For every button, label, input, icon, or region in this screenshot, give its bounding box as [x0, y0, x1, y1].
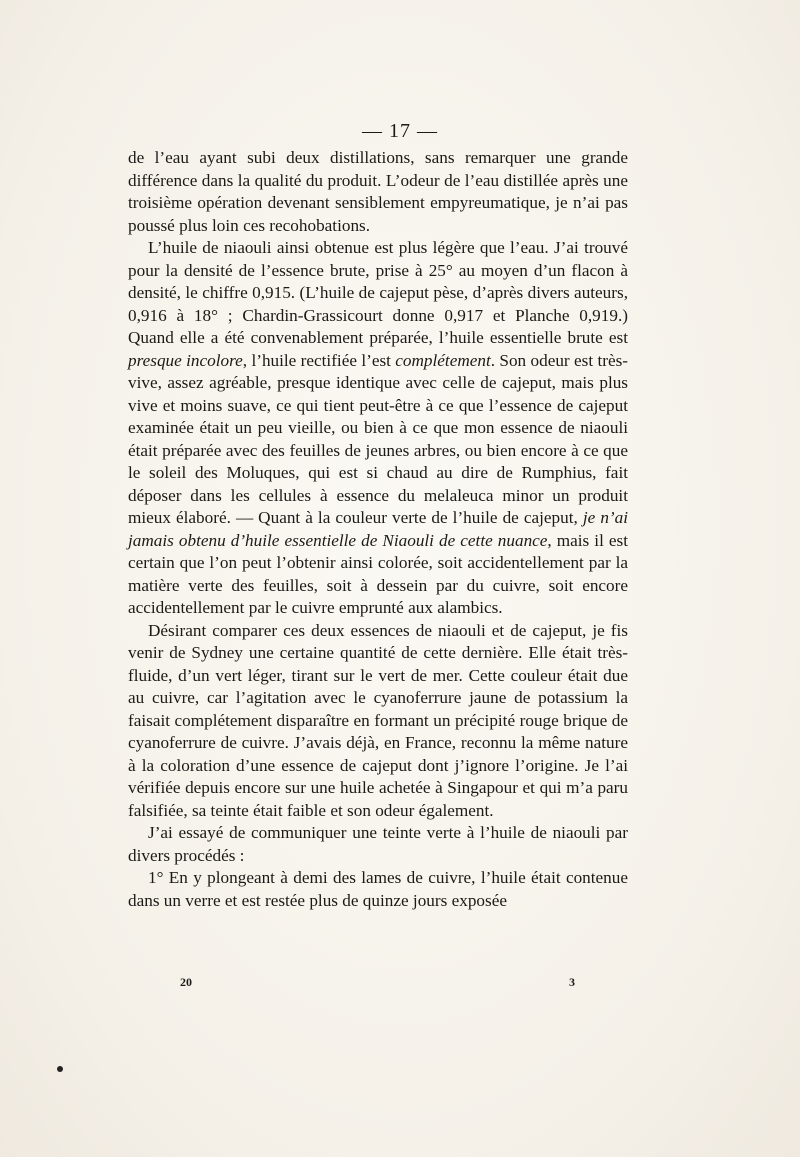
paragraph-text: L’huile de niaouli ainsi obtenue est plus légère que l’eau. J’ai trouvé pour la densité de l’essence brute, prise à 25° au moyen d’un flacon à densité, le chiffre 0,915. (L’huile de cajeput pèse, d’après divers auteurs, 0,916 à 18° ; Chardin-Grassicourt donne 0,917 et Planche 0,919.) Quand elle a été convenablement préparée, l’huile essentielle brute est — [128, 238, 628, 347]
page-number: — 17 — — [362, 120, 438, 142]
italic-text: presque incolore — [128, 350, 243, 370]
paragraph-text: Désirant comparer ces deux essences de niaouli et de cajeput, je fis venir de Sydney une certaine quantité de cette dernière. Elle était très-fluide, d’un vert léger, tirant sur le vert de mer. Cette couleur était due au cuivre, car l’agitation avec le cyanoferrure jaune de potassium la faisait complétement disparaître en formant un précipité rouge brique de cyanoferrure de cuivre. J’avais déjà, en France, reconnu la même nature à la coloration d’une essence de cajeput dont j’ignore l’origine. Je l’ai vérifiée depuis encore sur une huile achetée à Singapour et qui m’a paru falsifiée, sa teinte était faible et son odeur également. — [128, 620, 628, 820]
ink-speck — [57, 1066, 63, 1072]
paragraph-text: 1° En y plongeant à demi des lames de cuivre, l’huile était contenue dans un verre et est restée plus de quinze jours exposée — [128, 868, 628, 910]
paragraph-text: . Son odeur est très-vive, assez agréable, presque identique avec celle de cajeput, mais plus vive et moins suave, ce qui tient peut-être à ce que l’essence de cajeput examinée était un peu vieille, ou bien à ce que mon essence de niaouli était préparée avec des feuilles de jeunes arbres, ou bien encore à ce que le soleil des Moluques, qui est si chaud au dire de Rumphius, fait déposer dans les cellules à essence du melaleuca minor un produit mieux élaboré. — Quant à la couleur verte de l’huile de cajeput, — [128, 350, 628, 527]
signature-mark-right: 3 — [569, 975, 575, 989]
signature-mark-left: 20 — [180, 975, 192, 989]
paragraph-text: J’ai essayé de communiquer une teinte verte à l’huile de niaouli par divers procédés : — [128, 823, 628, 865]
paragraph — [128, 867, 628, 912]
paragraph-text: , l’huile rectifiée l’est — [242, 350, 396, 370]
paragraph-text: , mais il est certain que l’on peut l’obtenir ainsi colorée, soit accidentellement par la matière verte des feuilles, soit à dessein par du cuivre, soit encore accidentellement par le cuivre emprunté aux alambics. — [128, 530, 628, 617]
italic-text: complétement — [395, 350, 491, 370]
paragraph — [128, 147, 628, 237]
paragraph-text: de l’eau ayant subi deux distillations, sans remarquer une grande différence dans la qualité du produit. L’odeur de l’eau distillée après une troisième opération devenant sensiblement empyreumatique, je n’ai pas poussé plus loin ces recohobations. — [128, 148, 628, 235]
paragraph — [128, 620, 628, 823]
italic-text: je n’ai jamais obtenu d’huile essentielle de Niaouli de cette nuance — [128, 508, 629, 550]
printer-signatures — [180, 975, 575, 990]
paragraph — [128, 822, 628, 867]
body-text — [128, 147, 628, 912]
paragraph — [128, 237, 628, 620]
